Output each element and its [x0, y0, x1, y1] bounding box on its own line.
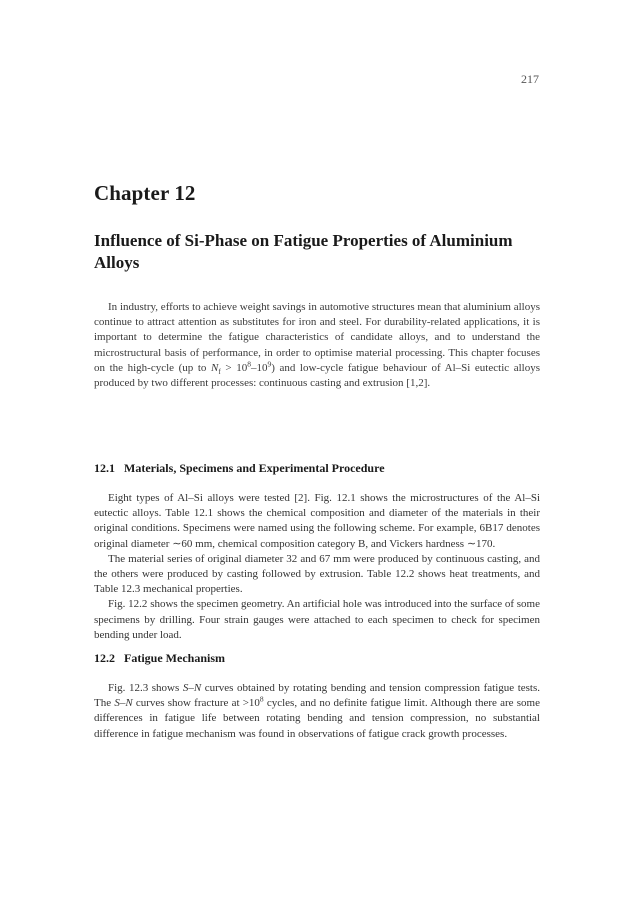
section-title: Fatigue Mechanism [124, 651, 225, 665]
body-paragraph: Eight types of Al–Si alloys were tested [2]. Fig. 12.1 shows the microstructures of the Al–Si eutectic alloys. Table 12.1 shows the chemical composition and diameter of the materials in their original conditions. Specimens were named using the following scheme. For example, 6B17 denotes original diameter ∼60 mm, chemical composition category B, and Vickers hardness ∼170. [94, 492, 540, 550]
section-number: 12.2 [94, 651, 115, 665]
body-paragraph: The material series of original diameter 32 and 67 mm were produced by continuous casting, and the others were produced by casting followed by extrusion. Table 12.2 shows heat treatments, and Table 12.3 mechanical properties. [94, 552, 540, 596]
body-paragraph: Fig. 12.2 shows the specimen geometry. An artificial hole was introduced into the surface of some specimens by drilling. Four strain gauges were attached to each specimen to check for specimen bending under load. [94, 598, 540, 641]
body-paragraph: Fig. 12.3 shows S–N curves obtained by rotating bending and tension compression fatigue tests. The S–N curves show fracture at $>10^8$ cycles, and no definite fatigue limit. Although there are some differences in fatigue life between rotating bending and tension compression, no substantial difference in fatigue mechanism was found in observations of fatigue crack growth processes. [94, 682, 540, 740]
chapter-title: Influence of Si-Phase on Fatigue Properties of Aluminium Alloys [94, 231, 513, 272]
chapter-label: Chapter 12 [94, 181, 196, 205]
section-number: 12.1 [94, 461, 115, 475]
section-heading-materials [94, 461, 385, 476]
section-heading-fatigue-mechanism [94, 651, 225, 666]
page-number: 217 [521, 72, 539, 86]
abstract-paragraph: In industry, efforts to achieve weight savings in automotive structures mean that aluminium alloys continue to attract attention as substitutes for iron and steel. For durability-related applications, it is important to determine the fatigue characteristics of candidate alloys, and to understand the microstructural basis of performance, in order to optimise material processing. This chapter focuses on the high-cycle (up to $N_f > 10^8-10^9$) and low-cycle fatigue behaviour of Al–Si eutectic alloys produced by two different processes: continuous casting and extrusion [1,2]. [94, 301, 540, 390]
section-body-materials [94, 491, 540, 643]
section-body-fatigue-mechanism [94, 681, 540, 742]
chapter-abstract [94, 300, 540, 391]
section-title: Materials, Specimens and Experimental Procedure [124, 461, 385, 475]
